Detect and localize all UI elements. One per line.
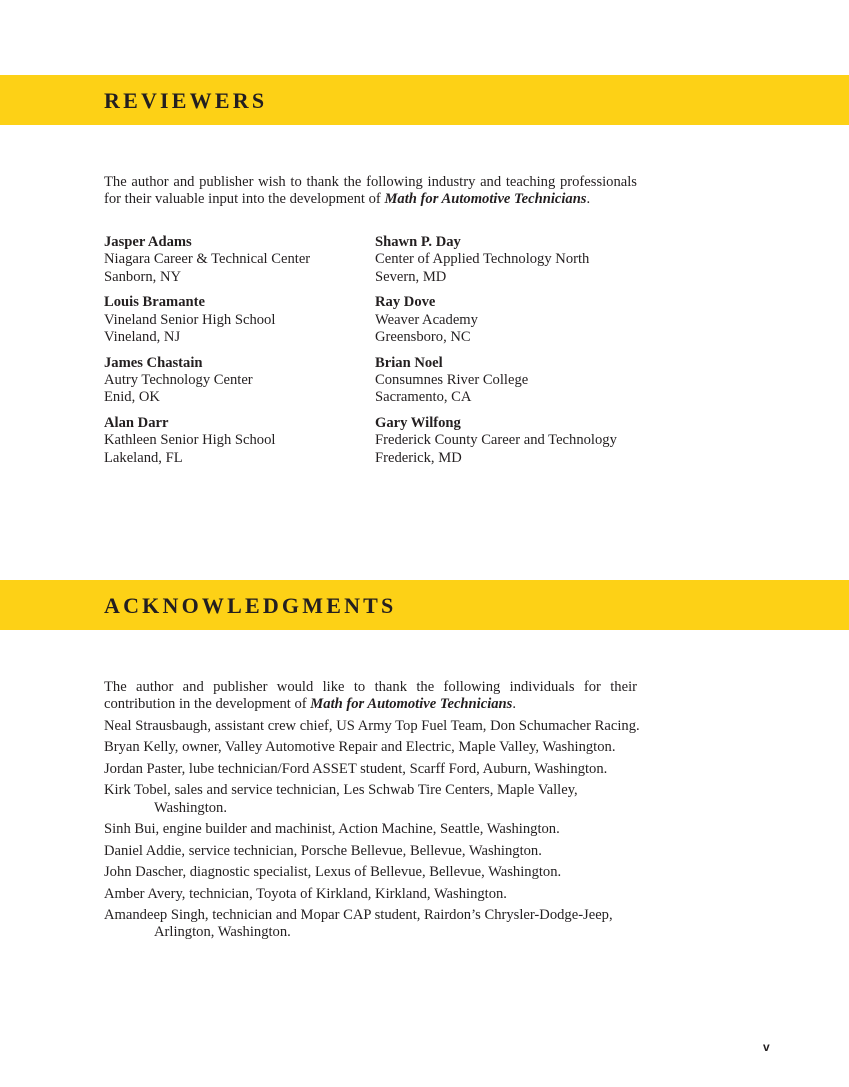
reviewer-location: Severn, MD	[375, 268, 447, 285]
reviewer-name: Alan Darr	[104, 415, 169, 432]
reviewer-organization: Vineland Senior High School	[104, 311, 276, 328]
reviewer-organization: Weaver Academy	[375, 311, 478, 328]
acknowledgment-entry: John Dascher, diagnostic specialist, Lexus of Bellevue, Bellevue, Washington.	[104, 864, 562, 881]
book-title: Math for Automotive Technicians	[384, 191, 587, 208]
acknowledgment-entry: Jordan Paster, lube technician/Ford ASSET student, Scarff Ford, Auburn, Washington.	[104, 760, 608, 777]
acknowledgment-entry: Neal Strausbaugh, assistant crew chief, US Army Top Fuel Team, Don Schumacher Racing.	[104, 718, 640, 734]
reviewer-entry	[104, 294, 374, 346]
reviewer-organization: Center of Applied Technology North	[375, 251, 590, 268]
reviewer-organization: Niagara Career & Technical Center	[104, 251, 311, 268]
reviewer-name: Louis Bramante	[104, 294, 205, 311]
acknowledgment-entry: Kirk Tobel, sales and service technician, Les Schwab Tire Centers, Maple Valley, Washington.	[104, 782, 578, 816]
reviewers-banner	[0, 75, 849, 125]
reviewer-location: Sacramento, CA	[375, 389, 472, 406]
acknowledgment-entry: Daniel Addie, service technician, Porsche Bellevue, Bellevue, Washington.	[104, 842, 542, 859]
reviewer-name: Gary Wilfong	[375, 415, 461, 432]
reviewer-entry	[375, 234, 645, 286]
reviewer-organization: Autry Technology Center	[104, 372, 253, 389]
acknowledgment-entry: Bryan Kelly, owner, Valley Automotive Repair and Electric, Maple Valley, Washington.	[104, 739, 616, 756]
reviewers-left-column	[104, 234, 374, 476]
reviewer-entry	[104, 355, 374, 407]
acknowledgment-entry: Sinh Bui, engine builder and machinist, Action Machine, Seattle, Washington.	[104, 821, 560, 838]
acknowledgments-heading: ACKNOWLEDGMENTS	[104, 593, 397, 618]
reviewer-entry	[375, 294, 645, 346]
reviewer-location: Lakeland, FL	[104, 449, 183, 466]
reviewer-name: Brian Noel	[375, 354, 443, 371]
reviewer-entry	[104, 234, 374, 286]
intro-text: The author and publisher would like to thank the following individuals for their contribution in the development of	[104, 679, 637, 713]
reviewer-name: Shawn P. Day	[375, 234, 461, 250]
reviewer-name: Ray Dove	[375, 294, 436, 311]
reviewer-location: Vineland, NJ	[104, 328, 181, 345]
intro-end: .	[512, 696, 516, 713]
reviewers-right-column	[375, 234, 645, 476]
acknowledgment-entry: Amandeep Singh, technician and Mopar CAP student, Rairdon’s Chrysler-Dodge-Jeep, Arlington, Washington.	[104, 907, 613, 941]
reviewers-heading: REVIEWERS	[104, 88, 268, 113]
acknowledgments-banner	[0, 580, 849, 630]
reviewer-entry	[375, 355, 645, 407]
reviewer-name: Jasper Adams	[104, 234, 192, 250]
reviewer-location: Sanborn, NY	[104, 268, 182, 285]
reviewer-organization: Consumnes River College	[375, 372, 529, 389]
acknowledgments-intro	[104, 679, 637, 714]
reviewer-organization: Frederick County Career and Technology	[375, 432, 617, 449]
reviewer-location: Enid, OK	[104, 389, 160, 406]
reviewers-intro	[104, 174, 637, 209]
page-number: v	[763, 1040, 770, 1054]
intro-text: The author and publisher wish to thank the following industry and teaching professionals for their valuable input into the development of	[104, 174, 637, 208]
acknowledgments-list	[104, 718, 644, 946]
intro-end: .	[586, 191, 591, 208]
acknowledgment-entry: Amber Avery, technician, Toyota of Kirkland, Kirkland, Washington.	[104, 885, 507, 902]
reviewer-organization: Kathleen Senior High School	[104, 432, 276, 449]
book-title: Math for Automotive Technicians	[310, 696, 513, 713]
reviewer-location: Greensboro, NC	[375, 328, 471, 345]
reviewer-name: James Chastain	[104, 354, 203, 371]
reviewer-location: Frederick, MD	[375, 449, 462, 466]
reviewer-entry	[375, 415, 645, 467]
reviewer-entry	[104, 415, 374, 467]
